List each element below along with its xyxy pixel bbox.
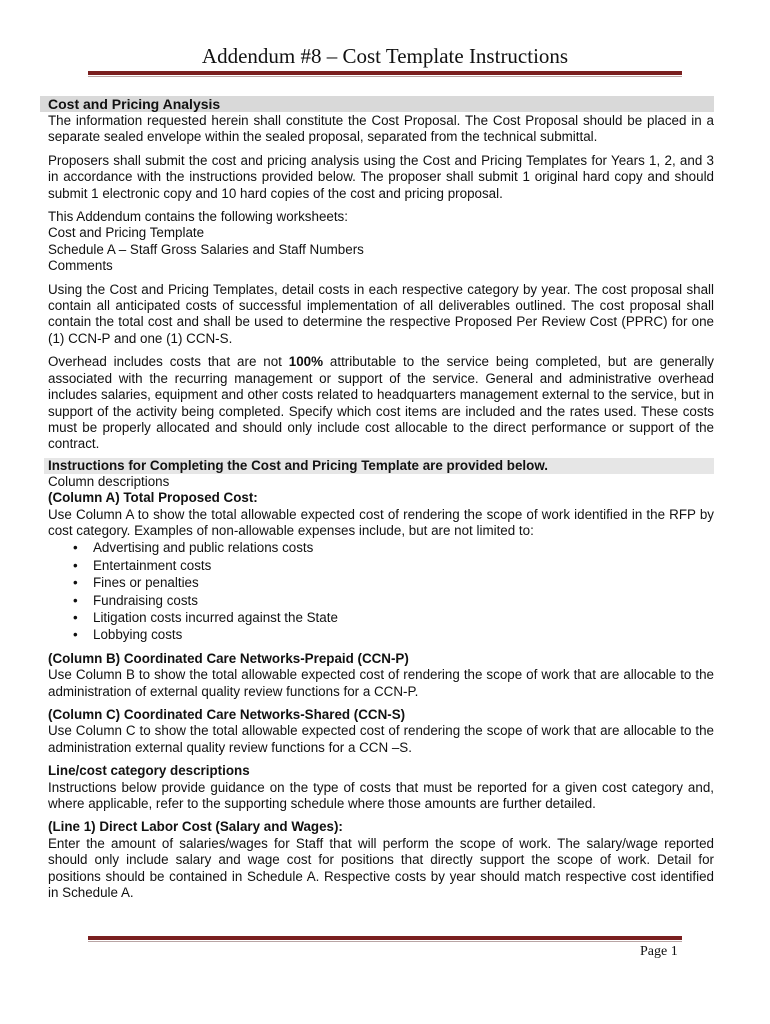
worksheet-item: Cost and Pricing Template xyxy=(48,225,205,241)
worksheet-item: Comments xyxy=(48,258,113,274)
document-title: Addendum #8 – Cost Template Instructions xyxy=(201,44,569,68)
paragraph-cost-proposal: The information requested herein shall constitute the Cost Proposal. The Cost Proposal should be placed in a separate sealed envelope within the sealed proposal, separated from the technical submittal. xyxy=(48,113,714,145)
column-a-text: Use Column A to show the total allowable expected cost of rendering the scope of work identified in the RFP by cost category. Examples of non-allowable expenses include, but are not limited to: xyxy=(48,506,714,538)
non-allowable-list xyxy=(48,539,714,643)
column-descriptions-label: Column descriptions xyxy=(48,473,170,489)
line-descriptions-text: Instructions below provide guidance on the type of costs that must be reported for a given cost category and, where applicable, refer to the supporting schedule where those amounts are further detailed. xyxy=(48,779,714,812)
column-c-text: Use Column C to show the total allowable expected cost of rendering the scope of work that are allocable to the administration external quality review functions for a CCN –S. xyxy=(48,723,714,755)
paragraph-submission: Proposers shall submit the cost and pricing analysis using the Cost and Pricing Templates for Years 1, 2, and 3 in accordance with the instructions provided below. The proposer shall submit 1 original hard copy and should submit 1 electronic copy and 10 hard copies of the cost and pricing proposal. xyxy=(48,152,714,201)
paragraph-templates: Using the Cost and Pricing Templates, detail costs in each respective category by year. The cost proposal shall contain all anticipated costs of successful implementation of all deliverables outlined. The cost proposal shall contain the total cost and shall be used to determine the respective Proposed Per Review Cost (PPRC) for one (1) CCN-P and one (1) CCN-S. xyxy=(48,281,714,346)
worksheet-item: Schedule A – Staff Gross Salaries and Staff Numbers xyxy=(48,241,364,257)
page-number: Page 1 xyxy=(640,944,678,959)
header-rule-thin xyxy=(88,76,682,77)
line-1-text: Enter the amount of salaries/wages for Staff that will perform the scope of work. The salary/wage reported should only include salary and wage cost for positions that directly support the scope of work. Detail for positions should be contained in Schedule A. Respective costs by year should match respective cost identified in Schedule A. xyxy=(48,835,714,901)
overhead-percent: 100% xyxy=(288,354,324,370)
worksheets-block xyxy=(48,209,714,275)
footer-rule xyxy=(88,936,682,940)
section-heading-instructions: Instructions for Completing the Cost and Pricing Template are provided below. xyxy=(44,458,714,474)
list-item: • Fundraising costs xyxy=(93,592,714,609)
column-b-heading: (Column B) Coordinated Care Networks-Prepaid (CCN-P) xyxy=(48,650,409,666)
column-b-text: Use Column B to show the total allowable expected cost of rendering the scope of work that are allocable to the administration of external quality review functions for a CCN-P. xyxy=(48,667,714,699)
section-heading-cost-pricing: Cost and Pricing Analysis xyxy=(40,96,714,112)
column-c-heading: (Column C) Coordinated Care Networks-Shared (CCN-S) xyxy=(48,707,406,722)
document-body xyxy=(48,96,714,908)
list-item: • Litigation costs incurred against the State xyxy=(93,609,714,626)
line-1-heading: (Line 1) Direct Labor Cost (Salary and Wages): xyxy=(48,819,343,835)
line-descriptions-heading: Line/cost category descriptions xyxy=(48,763,250,779)
list-item: • Lobbying costs xyxy=(93,626,714,643)
column-a-heading: (Column A) Total Proposed Cost: xyxy=(48,490,258,506)
list-item: • Advertising and public relations costs xyxy=(93,539,714,556)
paragraph-overhead xyxy=(48,354,714,452)
overhead-text-pre: Overhead includes costs that are not xyxy=(48,354,289,370)
footer-rule-thin xyxy=(88,941,682,942)
overhead-text-post: attributable to the service being completed, but are generally associated with the recurring management or support of the service. General and administrative overhead includes salaries, equipment and other costs related to headquarters management external to the service, but in support of the activity being completed. Specify which cost items are included and the rates used. These costs must be properly allocated and should only include cost allocable to the direct performance or support of the contract. xyxy=(48,354,714,452)
worksheets-intro: This Addendum contains the following worksheets: xyxy=(48,209,348,225)
list-item: • Fines or penalties xyxy=(93,574,714,591)
header-rule xyxy=(88,71,682,75)
list-item: • Entertainment costs xyxy=(93,557,714,574)
